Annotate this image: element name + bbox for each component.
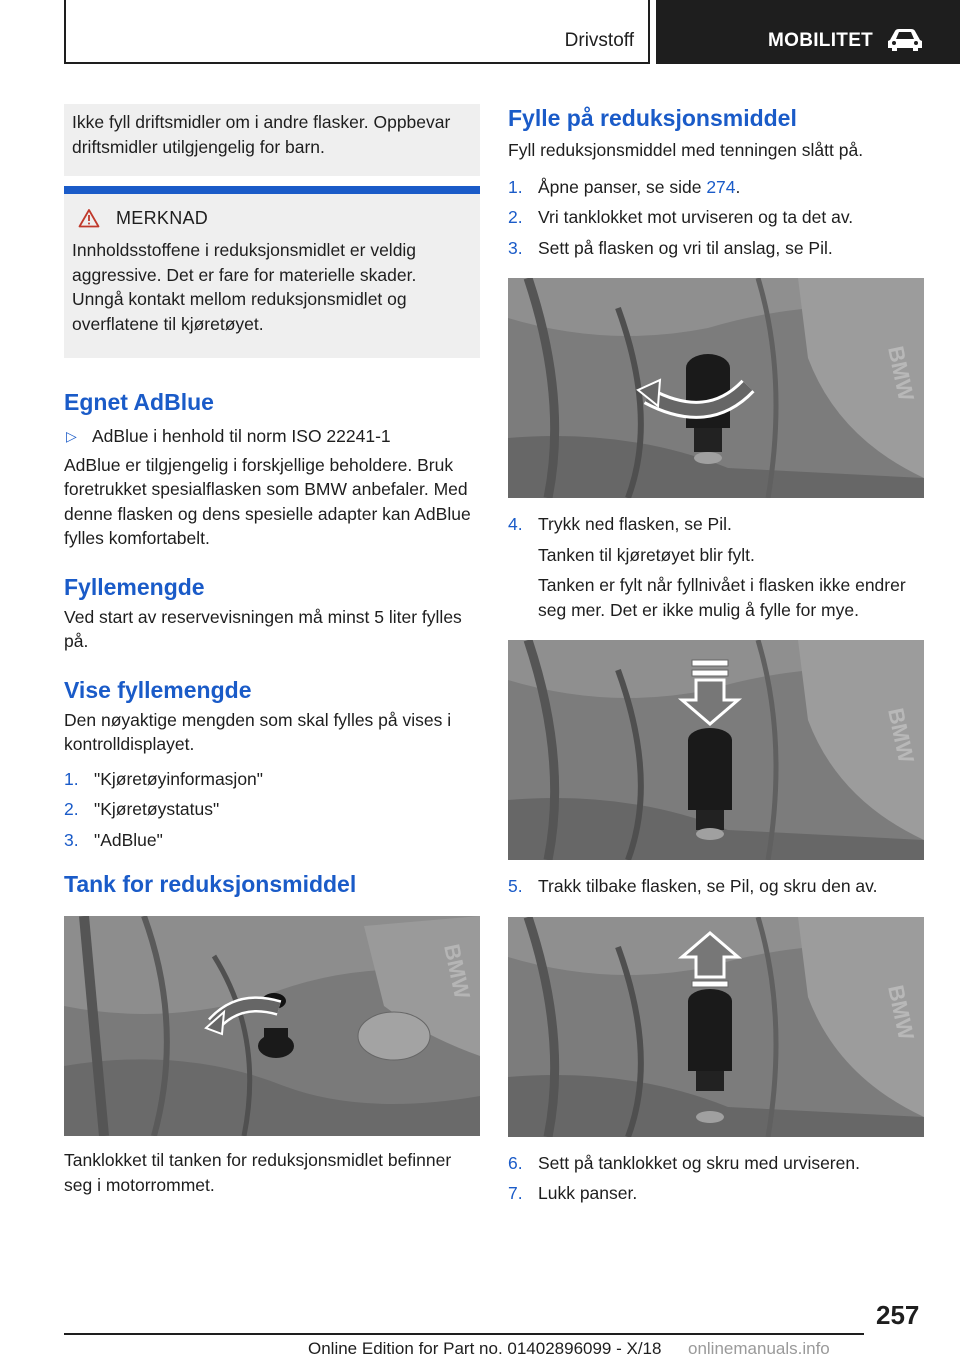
- brand-mark: BMW: [439, 941, 475, 1001]
- car-icon: [886, 26, 924, 52]
- engine-photo-tank-cap: [64, 916, 480, 1136]
- warning-header: [78, 206, 472, 230]
- list-item: 6. Sett på tanklokket og skru med urviseren.: [508, 1152, 860, 1173]
- list-item: 5. Trakk tilbake flasken, se Pil, og skru den av.: [508, 876, 878, 896]
- footer-watermark: onlinemanuals.info: [688, 1339, 830, 1358]
- chapter-title: MOBILITET: [768, 30, 874, 51]
- fill-steps-c: [508, 1151, 924, 1206]
- fill-step-4: [508, 512, 924, 537]
- heading-fylle-paa: Fylle på reduksjonsmiddel: [508, 105, 797, 131]
- fill-steps-a: [508, 175, 924, 261]
- tank-caption: Tanklokket til tanken for reduksjonsmidlet befinner seg i motorrommet.: [64, 1150, 452, 1195]
- triangle-bullet-icon: ▷: [66, 428, 77, 444]
- page-number: 257: [876, 1300, 920, 1330]
- fyllemengde-text: Ved start av reservevisningen må minst 5 liter fylles på.: [64, 606, 462, 651]
- list-item: 1. "Kjøretøyinformasjon": [64, 768, 263, 789]
- heading-egnet-adblue: Egnet AdBlue: [64, 389, 214, 415]
- warning-triangle-icon: [78, 208, 100, 228]
- egnet-text: AdBlue er tilgjengelig i forskjellige beholdere. Bruk foretrukket spesialflasken som BMW anbefaler. Med denne flasken og dens spesielle adapter kan AdBlue fylles komfortabelt.: [64, 454, 471, 548]
- brand-mark: BMW: [883, 982, 919, 1042]
- right-column: [508, 104, 924, 1212]
- note-text: Ikke fyll driftsmidler om i andre flasker. Oppbevar driftsmidler utilgjengelig for barn.: [72, 112, 451, 157]
- list-item: 2. Vri tanklokket mot urviseren og ta det av.: [508, 207, 854, 227]
- engine-photo-pull: [508, 917, 924, 1137]
- warning-box: [64, 186, 480, 358]
- heading-fyllemengde: Fyllemengde: [64, 573, 205, 600]
- engine-photo-rotate: [508, 278, 924, 498]
- list-item: 7. Lukk panser.: [508, 1183, 638, 1203]
- bullet-text: AdBlue i henhold til norm ISO 22241-1: [92, 426, 391, 446]
- warning-title: MERKNAD: [116, 208, 209, 228]
- vise-steps: [64, 767, 480, 853]
- page-link[interactable]: 274: [706, 176, 736, 197]
- left-column: [64, 104, 480, 1197]
- header-section-box: [64, 0, 650, 64]
- section-title: Drivstoff: [564, 30, 634, 51]
- bullet-item: [64, 424, 480, 449]
- list-item: 2. "Kjøretøystatus": [64, 799, 220, 819]
- list-item: 1. Åpne panser, se side 274.: [508, 176, 741, 197]
- footer-edition: Online Edition for Part no. 01402896099 - X/18: [308, 1339, 662, 1358]
- chapter-tab: [656, 0, 960, 64]
- brand-mark: BMW: [883, 343, 919, 403]
- fill-step-5: [508, 874, 924, 899]
- step4-sub2: Tanken er fylt når fyllnivået i flasken ikke endrer seg mer. Det er ikke mulig å fylle for mye.: [538, 575, 906, 620]
- list-item: 3. "AdBlue": [64, 829, 163, 850]
- footer-rule: [64, 1333, 864, 1335]
- step4-sub1: Tanken til kjøretøyet blir fylt.: [538, 544, 755, 565]
- brand-mark: BMW: [883, 705, 919, 765]
- note-box: [64, 104, 480, 176]
- heading-vise-fyllemengde: Vise fyllemengde: [64, 676, 252, 703]
- heading-tank: Tank for reduksjonsmiddel: [64, 871, 357, 897]
- list-item: 4. Trykk ned flasken, se Pil.: [508, 514, 732, 534]
- warning-text: Innholdsstoffene i reduksjonsmidlet er veldig aggressive. Det er fare for materielle skader. Unngå kontakt mellom reduksjonsmidlet og overflatene til kjøretøyet.: [72, 240, 417, 334]
- fylle-intro: Fyll reduksjonsmiddel med tenningen slått på.: [508, 140, 864, 160]
- engine-photo-push: [508, 640, 924, 860]
- list-item: 3. Sett på flasken og vri til anslag, se Pil.: [508, 237, 833, 258]
- vise-text: Den nøyaktige mengden som skal fylles på vises i kontrolldisplayet.: [64, 709, 452, 754]
